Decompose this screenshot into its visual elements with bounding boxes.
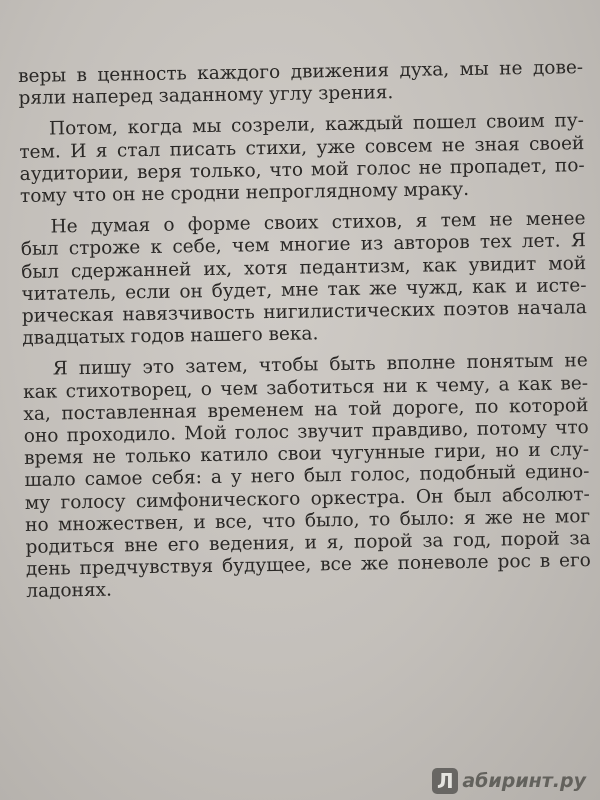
text-line: время не только катило свои чугунные гири, но и слу- — [24, 439, 590, 470]
text-line: день предчувствуя будущее, все же поневоле рос в его — [25, 550, 592, 581]
text-line: тем. И я стал писать стихи, уже совсем не зная своей — [19, 132, 585, 163]
text-line: был сдержанней их, хотя педантизм, как увидит мой — [21, 252, 587, 283]
text-line: был строже к себе, чем многие из авторов тех лет. Я — [20, 230, 586, 261]
text-line: двадцатых годов нашего века. — [22, 323, 319, 350]
text-line: шало самое себя: а у него был голос, подобный едино- — [24, 461, 590, 492]
paragraph — [23, 351, 592, 604]
page-text — [18, 57, 591, 603]
text-line: ха, поставленная временем на той дороге, по которой — [23, 394, 589, 425]
text-line: Я пишу это затем, чтобы быть вполне понятым не — [52, 350, 588, 380]
text-line: веры в ценность каждого движения духа, мы не дове- — [18, 57, 584, 87]
text-line: Не думая о форме своих стихов, я тем не менее — [50, 208, 586, 238]
text-line: Потом, когда мы созрели, каждый пошел своим пу- — [48, 110, 585, 140]
paragraph — [19, 111, 585, 209]
text-line: ряли наперед заданному углу зрения. — [18, 82, 394, 110]
text-line: аудитории, веря только, что мой голос не пропадет, по- — [19, 154, 585, 185]
watermark-text: абиринт.ру — [462, 770, 586, 792]
paragraph — [20, 208, 587, 350]
text-line: тому что он не сродни непроглядному мраку. — [19, 178, 470, 207]
text-line: как стихотворец, о чем заботиться ни к чему, а как ве- — [22, 372, 589, 403]
labirint-logo-icon: Л — [432, 768, 458, 794]
text-line: родиться вне его ведения, и я, порой за год, порой за — [25, 528, 591, 559]
text-line: но множествен, и все, что было, то было: я же не мог — [25, 505, 591, 536]
text-line: му голосу симфонического оркестра. Он был абсолют- — [24, 483, 590, 514]
text-line: ладонях. — [26, 580, 113, 603]
labirint-watermark — [432, 768, 586, 794]
text-line: оно проходило. Мой голос звучит правдиво, потому что — [23, 417, 589, 447]
text-line: рическая навязчивость нигилистических поэтов начала — [21, 297, 588, 327]
text-line: читатель, если он будет, мне так же чужд, как и исте- — [21, 274, 587, 305]
